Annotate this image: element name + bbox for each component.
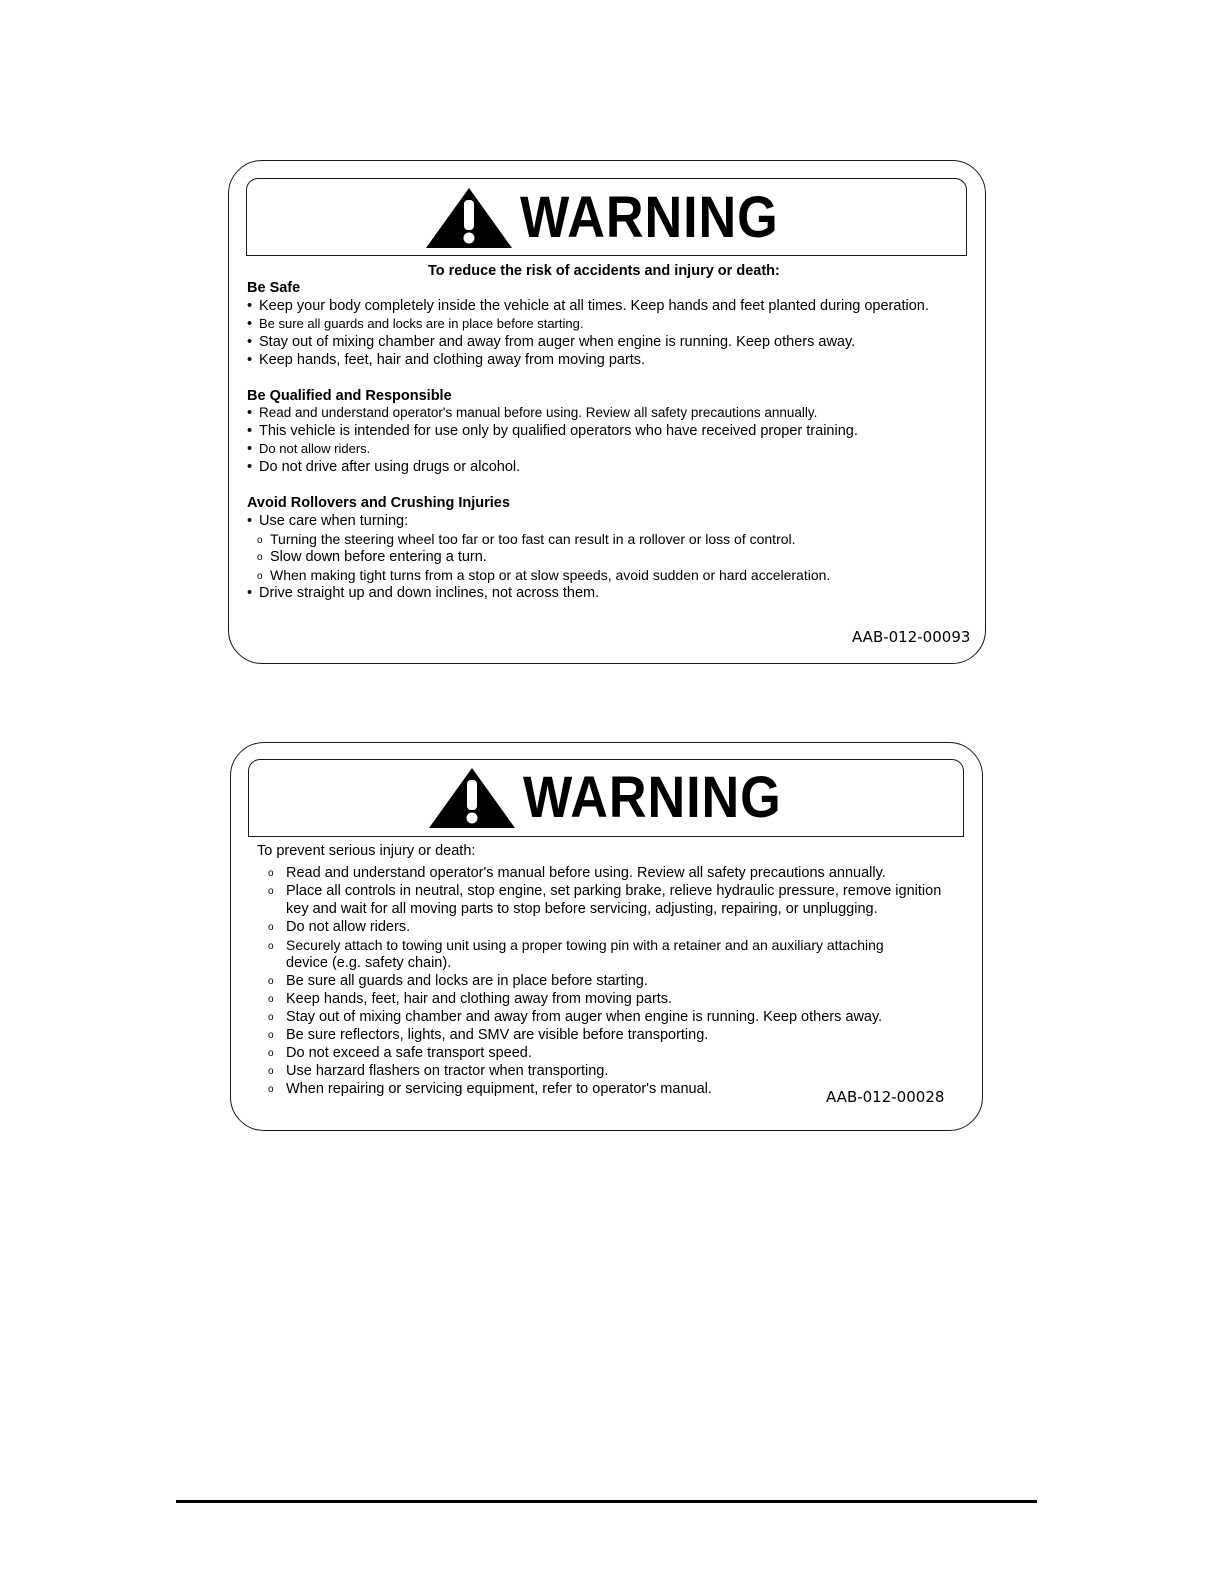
list-item: • Be sure all guards and locks are in place before starting.	[247, 316, 584, 332]
section-heading-be-safe: Be Safe	[247, 280, 301, 296]
list-item: • Do not drive after using drugs or alcohol.	[247, 459, 521, 475]
list-item: o Read and understand operator's manual before using. Review all safety precautions annually.	[268, 865, 886, 881]
warning-triangle-icon	[427, 766, 517, 830]
section-heading-rollovers: Avoid Rollovers and Crushing Injuries	[247, 495, 510, 511]
list-item: • Drive straight up and down inclines, not across them.	[247, 585, 600, 601]
list-item: • Stay out of mixing chamber and away from auger when engine is running. Keep others away.	[247, 334, 856, 350]
warning-header-2	[427, 766, 810, 830]
list-item-continuation: device (e.g. safety chain).	[286, 955, 452, 971]
list-item: o When repairing or servicing equipment, refer to operator's manual.	[268, 1081, 712, 1097]
list-item: • Do not allow riders.	[247, 441, 371, 457]
list-item: • Keep hands, feet, hair and clothing away from moving parts.	[247, 352, 646, 368]
decal-2-intro: To prevent serious injury or death:	[257, 843, 476, 859]
list-item: o Keep hands, feet, hair and clothing away from moving parts.	[268, 991, 673, 1007]
list-item: • Keep your body completely inside the vehicle at all times. Keep hands and feet planted during operation.	[247, 298, 929, 314]
sub-list-item: o Slow down before entering a turn.	[257, 549, 487, 565]
part-number-1: AAB-012-00093	[852, 628, 971, 646]
part-number-2: AAB-012-00028	[826, 1088, 945, 1106]
list-item: • Read and understand operator's manual before using. Review all safety precautions annually.	[247, 405, 818, 421]
list-item: o Securely attach to towing unit using a proper towing pin with a retainer and an auxiliary attaching	[268, 937, 884, 953]
sub-list-item: o When making tight turns from a stop or at slow speeds, avoid sudden or hard acceleration.	[257, 567, 831, 583]
sub-list-item: o Turning the steering wheel too far or too fast can result in a rollover or loss of control.	[257, 531, 796, 547]
list-item: o Be sure all guards and locks are in place before starting.	[268, 973, 648, 989]
list-item-continuation: key and wait for all moving parts to stop before servicing, adjusting, repairing, or unplugging.	[286, 901, 878, 917]
warning-header-1	[424, 186, 807, 250]
list-item: o Stay out of mixing chamber and away from auger when engine is running. Keep others away.	[268, 1009, 883, 1025]
warning-triangle-icon	[424, 186, 514, 250]
footer-rule	[176, 1500, 1037, 1503]
list-item: o Place all controls in neutral, stop engine, set parking brake, relieve hydraulic pressure, remove ignition	[268, 883, 942, 899]
decal-1-intro: To reduce the risk of accidents and injury or death:	[428, 263, 780, 279]
list-item: • This vehicle is intended for use only by qualified operators who have received proper training.	[247, 423, 858, 439]
list-item: • Use care when turning:	[247, 513, 409, 529]
list-item: o Be sure reflectors, lights, and SMV are visible before transporting.	[268, 1027, 709, 1043]
warning-title-2: WARNING	[523, 765, 782, 830]
list-item: o Do not exceed a safe transport speed.	[268, 1045, 532, 1061]
section-heading-qualified: Be Qualified and Responsible	[247, 388, 452, 404]
list-item: o Do not allow riders.	[268, 919, 411, 935]
warning-title-1: WARNING	[520, 185, 779, 250]
list-item: o Use harzard flashers on tractor when transporting.	[268, 1063, 609, 1079]
